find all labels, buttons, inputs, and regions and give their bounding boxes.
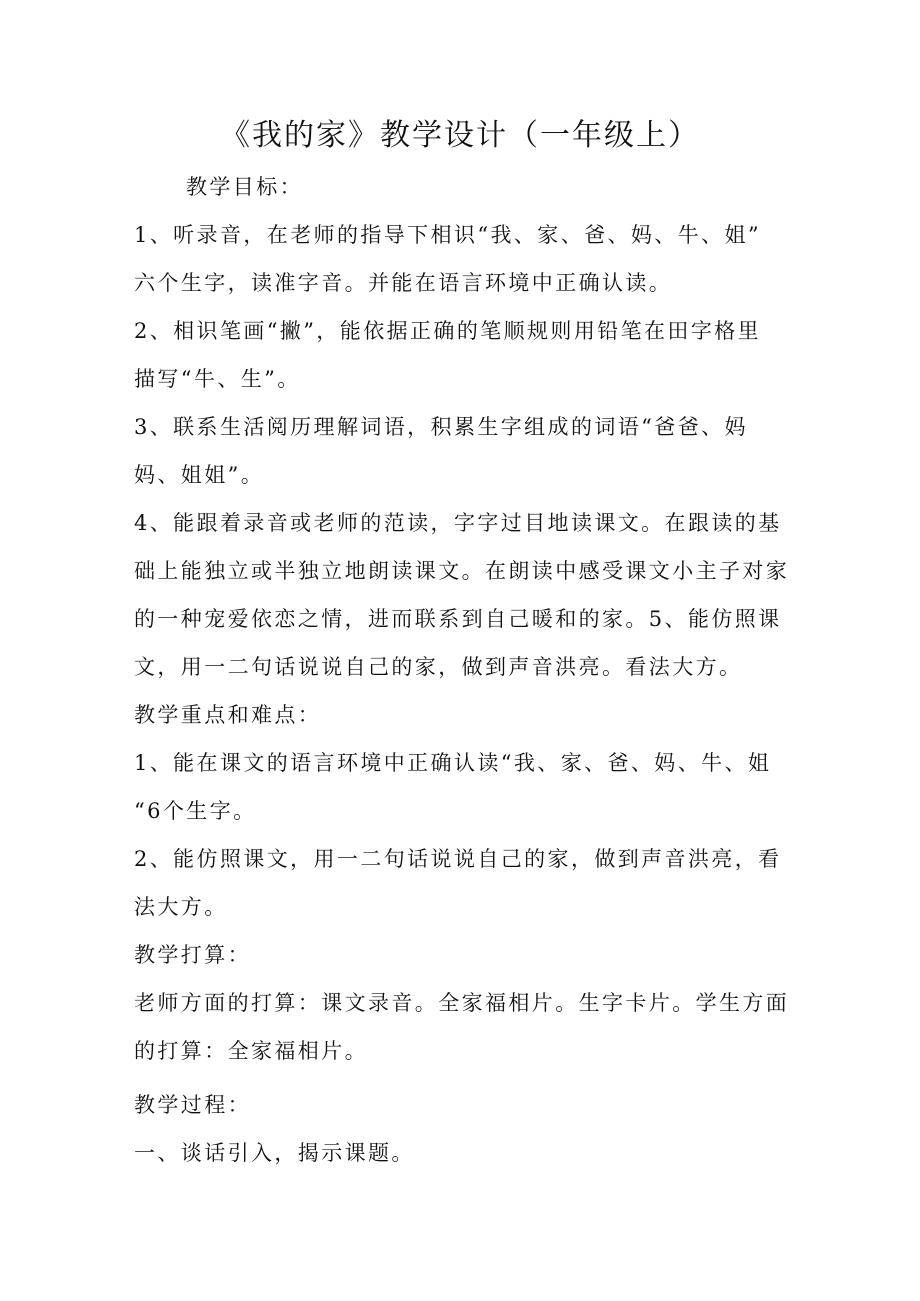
paragraph-line: 2、能仿照课文，用一二句话说说自己的家，做到声音洪亮，看	[134, 847, 782, 871]
paragraph-line: “6个生字。	[134, 799, 257, 823]
paragraph-line: 老师方面的打算：课文录音。全家福相片。生字卡片。学生方面	[134, 991, 790, 1015]
paragraph-line: 4、能跟着录音或老师的范读，字字过目地读课文。在跟读的基	[134, 511, 782, 535]
section-heading-objectives: 教学目标：	[186, 175, 303, 199]
paragraph-line: 的一种宠爱依恋之情，进而联系到自己暖和的家。5、能仿照课	[134, 607, 782, 631]
paragraph-line: 1、能在课文的语言环境中正确认读“我、家、爸、妈、牛、姐	[134, 751, 772, 775]
paragraph-line: 法大方。	[134, 895, 228, 919]
paragraph-line: 文，用一二句话说说自己的家，做到声音洪亮。看法大方。	[134, 655, 743, 679]
paragraph-line: 1、听录音，在老师的指导下相识“我、家、爸、妈、牛、姐”	[134, 223, 762, 247]
paragraph-line: 妈、姐姐”。	[134, 463, 265, 487]
section-heading-key-points: 教学重点和难点：	[134, 703, 322, 727]
paragraph-line: 的打算：全家福相片。	[134, 1039, 368, 1063]
section-heading-preparation: 教学打算：	[134, 943, 251, 967]
document-title: 《我的家》教学设计（一年级上）	[220, 118, 700, 153]
paragraph-line: 2、相识笔画“撇”，能依据正确的笔顺规则用铅笔在田字格里	[134, 319, 762, 343]
paragraph-line: 3、联系生活阅历理解词语，积累生字组成的词语“爸爸、妈	[134, 415, 748, 439]
paragraph-line: 六个生字，读准字音。并能在语言环境中正确认读。	[134, 271, 673, 295]
section-heading-process: 教学过程：	[134, 1093, 251, 1117]
paragraph-line: 描写“牛、生”。	[134, 367, 301, 391]
paragraph-line: 础上能独立或半独立地朗读课文。在朗读中感受课文小主子对家	[134, 559, 790, 583]
paragraph-line: 一、谈话引入，揭示课题。	[134, 1141, 415, 1165]
